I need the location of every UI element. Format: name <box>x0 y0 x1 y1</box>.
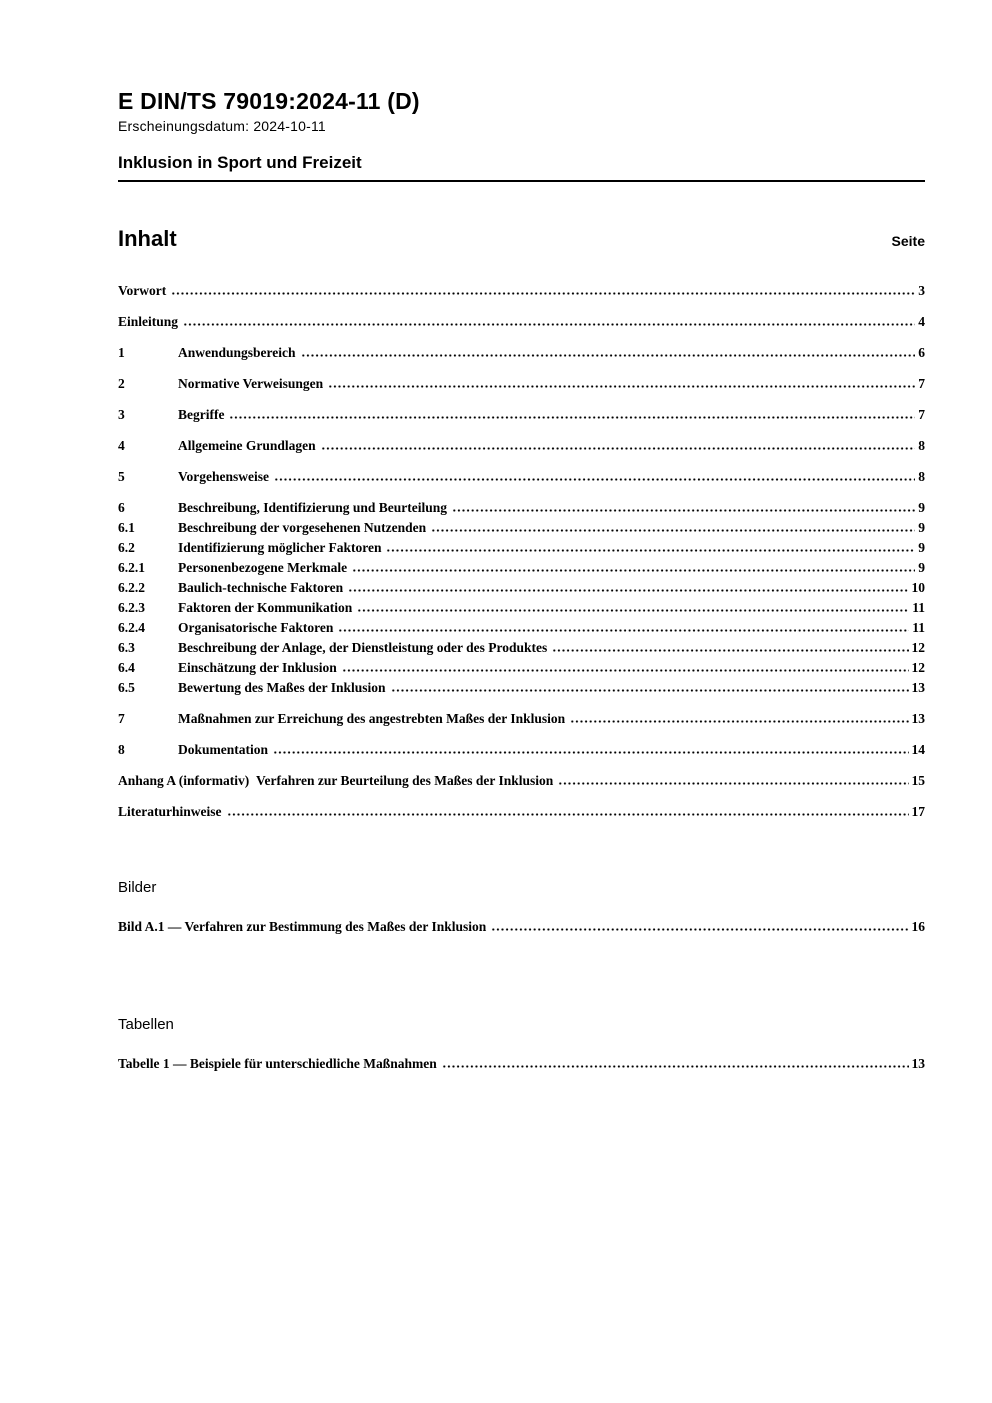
dot-leader <box>431 529 915 532</box>
toc-entry <box>118 282 925 299</box>
toc-entry-page: 9 <box>918 520 925 535</box>
dot-leader <box>348 589 908 592</box>
toc-entry-page: 7 <box>918 376 925 391</box>
toc-entry <box>118 406 925 423</box>
toc-entry <box>118 579 925 596</box>
toc-entry-number: 6.2.2 <box>118 580 145 595</box>
tables-heading: Tabellen <box>118 1016 174 1033</box>
toc-entry-label: Organisatorische Faktoren <box>178 620 334 635</box>
toc-entry-number: 7 <box>118 711 125 726</box>
toc-entry-number: 6.5 <box>118 680 135 695</box>
toc-entry-label: Beschreibung der Anlage, der Dienstleistung oder des Produktes <box>178 640 548 655</box>
dot-leader <box>357 609 909 612</box>
toc-entry <box>118 468 925 485</box>
toc-entry <box>118 599 925 616</box>
table-of-contents <box>118 282 925 820</box>
toc-entry-number: 6.2.4 <box>118 620 145 635</box>
toc-entry <box>118 659 925 676</box>
toc-entry <box>118 375 925 392</box>
toc-header <box>118 226 925 252</box>
toc-entry-label: Bewertung des Maßes der Inklusion <box>178 680 386 695</box>
toc-entry <box>118 741 925 758</box>
toc-entry-page: 15 <box>911 773 925 788</box>
dot-leader <box>558 782 908 785</box>
toc-entry-page: 14 <box>911 742 925 757</box>
toc-entry-number: 6.4 <box>118 660 135 675</box>
toc-entry <box>118 559 925 576</box>
toc-entry-page: 9 <box>918 500 925 515</box>
toc-entry-page: 4 <box>918 314 925 329</box>
toc-entry-label: Tabelle 1 — Beispiele für unterschiedliche Maßnahmen <box>118 1056 437 1071</box>
toc-entry-page: 8 <box>918 438 925 453</box>
toc-entry-page: 3 <box>918 283 925 298</box>
toc-entry-label: Dokumentation <box>178 742 269 757</box>
toc-entry <box>118 499 925 516</box>
tables-list <box>118 1055 925 1072</box>
toc-entry <box>118 539 925 556</box>
toc-entry-number: 6.2.3 <box>118 600 145 615</box>
toc-entry-number: 6.3 <box>118 640 135 655</box>
toc-entry-page: 7 <box>918 407 925 422</box>
toc-entry-label: Faktoren der Kommunikation <box>178 600 353 615</box>
toc-entry-page: 8 <box>918 469 925 484</box>
dot-leader <box>338 629 909 632</box>
toc-entry-number: 6.2.1 <box>118 560 145 575</box>
dot-leader <box>386 549 915 552</box>
toc-entry-label: Anwendungsbereich <box>178 345 296 360</box>
dot-leader <box>342 669 909 672</box>
toc-entry-number: 8 <box>118 742 125 757</box>
toc-entry-label: Normative Verweisungen <box>178 376 324 391</box>
toc-entry <box>118 710 925 727</box>
toc-entry-number: 4 <box>118 438 125 453</box>
toc-entry <box>118 437 925 454</box>
toc-entry-page: 9 <box>918 560 925 575</box>
toc-entry-number: 6.2 <box>118 540 135 555</box>
toc-entry-label: Bild A.1 — Verfahren zur Bestimmung des Maßes der Inklusion <box>118 919 487 934</box>
toc-entry-label: Identifizierung möglicher Faktoren <box>178 540 382 555</box>
dot-leader <box>171 292 915 295</box>
figures-list <box>118 918 925 935</box>
toc-entry-label: Personenbezogene Merkmale <box>178 560 348 575</box>
toc-entry-label: Baulich-technische Faktoren <box>178 580 344 595</box>
toc-entry-page: 13 <box>911 1056 925 1071</box>
toc-entry-number: 2 <box>118 376 125 391</box>
toc-heading: Inhalt <box>118 226 177 251</box>
toc-entry <box>118 313 925 330</box>
dot-leader <box>321 447 916 450</box>
dot-leader <box>352 569 915 572</box>
dot-leader <box>491 928 908 931</box>
toc-entry <box>118 803 925 820</box>
publication-date: Erscheinungsdatum: 2024-10-11 <box>118 118 326 134</box>
dot-leader <box>183 323 915 326</box>
dot-leader <box>274 478 915 481</box>
dot-leader <box>301 354 916 357</box>
toc-entry-label: Beschreibung der vorgesehenen Nutzenden <box>178 520 427 535</box>
toc-entry <box>118 619 925 636</box>
toc-entry-label: Beschreibung, Identifizierung und Beurteilung <box>178 500 448 515</box>
toc-entry-label: Einleitung <box>118 314 179 329</box>
toc-entry-number: 1 <box>118 345 125 360</box>
dot-leader <box>273 751 908 754</box>
toc-entry-label: Begriffe <box>178 407 225 422</box>
toc-entry-label: Einschätzung der Inklusion <box>178 660 337 675</box>
dot-leader <box>391 689 909 692</box>
page-column-label: Seite <box>891 233 925 249</box>
doc-title: Inklusion in Sport und Freizeit <box>118 153 925 182</box>
toc-entry-page: 13 <box>911 711 925 726</box>
toc-entry <box>118 679 925 696</box>
toc-entry <box>118 772 925 789</box>
toc-entry-number: 6 <box>118 500 125 515</box>
dot-leader <box>552 649 908 652</box>
toc-entry-label: Allgemeine Grundlagen <box>178 438 316 453</box>
doc-number: E DIN/TS 79019:2024-11 (D) <box>118 88 420 114</box>
toc-entry-label: Anhang A (informativ) Verfahren zur Beurteilung des Maßes der Inklusion <box>118 773 554 788</box>
dot-leader <box>229 416 915 419</box>
toc-entry-page: 13 <box>911 680 925 695</box>
dot-leader <box>452 509 915 512</box>
toc-entry-number: 6.1 <box>118 520 135 535</box>
document-header <box>118 88 925 182</box>
dot-leader <box>442 1065 909 1068</box>
dot-leader <box>227 813 909 816</box>
toc-entry <box>118 1055 925 1072</box>
toc-entry-number: 5 <box>118 469 125 484</box>
toc-entry-page: 10 <box>911 580 925 595</box>
toc-entry-page: 9 <box>918 540 925 555</box>
toc-entry-number: 3 <box>118 407 125 422</box>
toc-entry <box>118 344 925 361</box>
dot-leader <box>328 385 915 388</box>
toc-entry-page: 6 <box>918 345 925 360</box>
toc-entry-label: Literaturhinweise <box>118 804 222 819</box>
toc-entry-page: 17 <box>911 804 925 819</box>
toc-entry <box>118 918 925 935</box>
dot-leader <box>570 720 908 723</box>
figures-heading: Bilder <box>118 879 157 896</box>
toc-entry-page: 11 <box>912 620 925 635</box>
toc-entry-page: 12 <box>911 640 925 655</box>
toc-entry-page: 12 <box>911 660 925 675</box>
toc-entry-label: Vorgehensweise <box>178 469 269 484</box>
toc-entry <box>118 519 925 536</box>
toc-entry-label: Vorwort <box>118 283 167 298</box>
toc-entry-page: 11 <box>912 600 925 615</box>
toc-entry-label: Maßnahmen zur Erreichung des angestrebten Maßes der Inklusion <box>178 711 566 726</box>
toc-entry <box>118 639 925 656</box>
toc-entry-page: 16 <box>911 919 925 934</box>
